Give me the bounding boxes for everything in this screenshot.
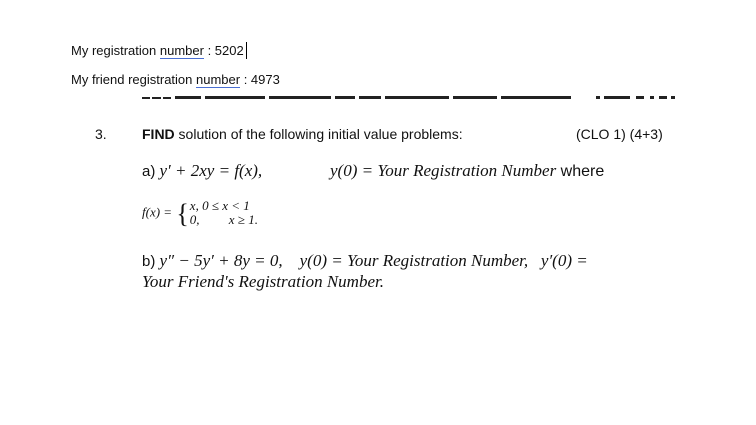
part-a-where: where <box>556 163 605 180</box>
my-registration-line <box>71 42 247 59</box>
case-2 <box>190 213 258 227</box>
part-b-continuation <box>142 272 384 292</box>
part-a-ic-text: y(0) = Your Registration Number <box>330 161 557 180</box>
part-a-equation <box>142 161 262 181</box>
cropped-text-glyphs <box>142 89 576 103</box>
my-registration-value: : 5202 <box>203 43 244 58</box>
friend-registration-label-number: number <box>196 72 241 87</box>
cropped-text-remnant <box>142 89 576 103</box>
part-a-label: a) <box>142 163 160 180</box>
case-2-text: 0, x ≥ 1 <box>189 212 255 227</box>
cropped-clo-remnant <box>596 89 676 103</box>
part-b-line-2: Your Friend's Registration Number. <box>142 272 384 291</box>
part-a-ode: y′ + 2xy = f(x), <box>159 161 263 180</box>
friend-registration-label-pre: My friend registration <box>71 72 196 87</box>
instruction-text: solution of the following initial value problems: <box>174 126 463 142</box>
friend-registration-line <box>71 72 280 87</box>
case-end-dot: . <box>254 212 258 227</box>
part-b-label: b) <box>142 253 160 270</box>
cropped-clo-glyphs <box>596 89 676 103</box>
part-b-line-1: y″ − 5y′ + 8y = 0, y(0) = Your Registration Number, y′(0) = <box>159 251 588 270</box>
find-keyword: FIND <box>142 126 175 142</box>
question-instruction <box>142 126 463 142</box>
clo-marks: (CLO 1) (4+3) <box>576 126 663 142</box>
my-registration-label-number: number <box>159 43 204 58</box>
piecewise-function <box>142 199 258 229</box>
fx-lhs: f(x) = <box>142 204 176 220</box>
part-a-initial-condition <box>330 161 604 181</box>
piecewise-cases <box>190 199 258 227</box>
question-number: 3. <box>95 126 107 142</box>
case-1: x, 0 ≤ x < 1 <box>189 198 250 213</box>
my-registration-label-pre: My registration <box>71 43 160 58</box>
left-brace: { <box>176 198 189 230</box>
text-cursor <box>246 42 247 59</box>
friend-registration-value: : 4973 <box>240 72 280 87</box>
part-b-equation <box>142 251 588 271</box>
